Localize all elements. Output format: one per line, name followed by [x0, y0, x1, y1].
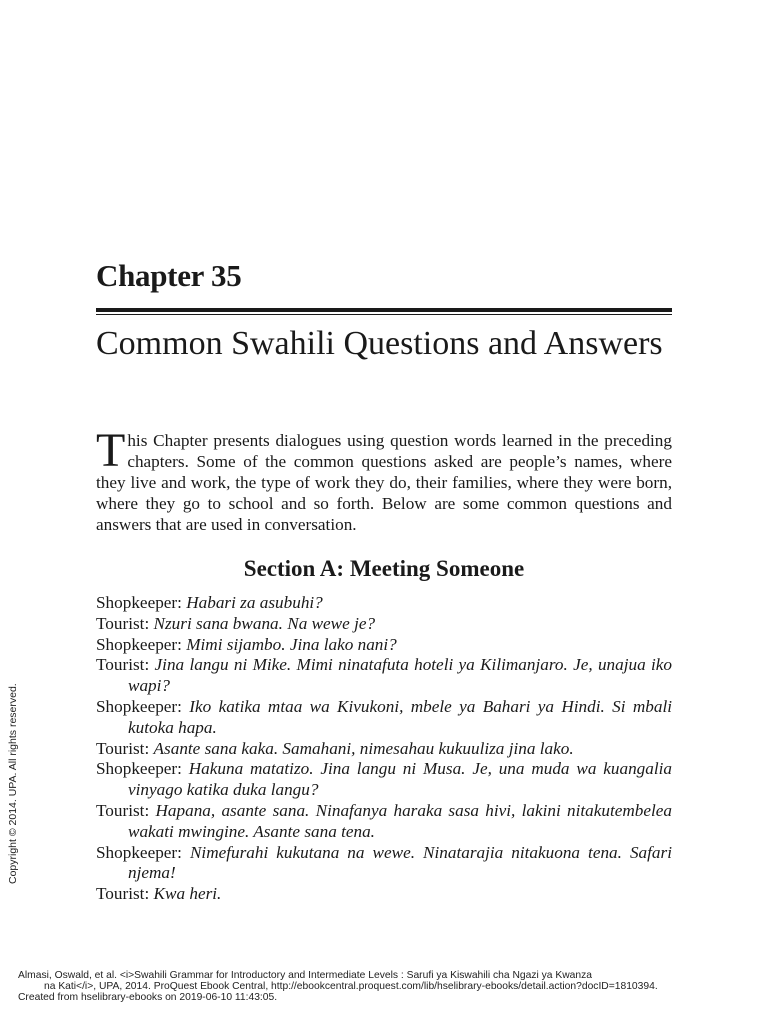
citation-footer	[18, 970, 738, 1003]
speaker: Shopkeeper:	[96, 759, 182, 779]
speech: Hakuna matatizo. Jina langu ni Musa. Je, una muda wa kuangalia vinyago katika duka langu?	[128, 759, 672, 800]
chapter-title: Common Swahili Questions and Answers	[96, 325, 663, 362]
dialogue-line	[96, 697, 672, 739]
dialogue-line	[96, 801, 672, 843]
speech: Jina langu ni Mike. Mimi ninatafuta hoteli ya Kilimanjaro. Je, unajua iko wapi?	[128, 655, 673, 696]
chapter-label: Chapter 35	[96, 258, 242, 293]
dialogue-line	[96, 614, 672, 635]
dialogue-line	[96, 739, 672, 760]
speech: Nzuri sana bwana. Na wewe je?	[153, 613, 376, 633]
dialogue-line	[96, 759, 672, 801]
citation-line-1: Almasi, Oswald, et al. <i>Swahili Grammar for Introductory and Intermediate Levels : Sarufi ya Kiswahili cha Ngazi ya Kwanza	[18, 970, 593, 981]
speaker: Shopkeeper:	[96, 634, 182, 654]
speech: Asante sana kaka. Samahani, nimesahau kukuuliza jina lako.	[153, 738, 574, 758]
dialogue-line	[96, 655, 672, 697]
copyright-notice: Copyright © 2014. UPA. All rights reserved.	[7, 683, 19, 884]
speech: Habari za asubuhi?	[186, 593, 323, 612]
dialogue-line	[96, 635, 672, 656]
speaker: Tourist:	[96, 800, 150, 820]
speaker: Shopkeeper:	[96, 696, 182, 716]
chapter-rule-thick	[96, 308, 672, 312]
speech: Mimi sijambo. Jina lako nani?	[186, 634, 397, 654]
section-heading: Section A: Meeting Someone	[243, 556, 525, 581]
dialogue-line	[96, 843, 672, 885]
dialogue-line	[96, 884, 672, 905]
citation-line-2: na Kati</i>, UPA, 2014. ProQuest Ebook Central, http://ebookcentral.proquest.com/lib/hselibrary-ebooks/detail.action?docID=1810394.	[44, 981, 658, 992]
speaker: Tourist:	[96, 655, 150, 675]
speech: Nimefurahi kukutana na wewe. Ninatarajia nitakuona tena. Safari njema!	[128, 842, 672, 883]
dialogue	[96, 593, 672, 905]
speaker: Shopkeeper:	[96, 593, 182, 612]
dialogue-line	[96, 593, 672, 614]
speaker: Shopkeeper:	[96, 842, 182, 862]
intro-paragraph	[96, 424, 672, 535]
speaker: Tourist:	[96, 738, 150, 758]
chapter-rule-thin	[96, 314, 672, 315]
intro-text: his Chapter presents dialogues using question words learned in the preceding chapters. Some of the common questions asked are people’s names, where they live and work, the type of work they do, their families, where they were born, where they go to school and so forth. Below are some common questions and answers that are used in conversation.	[96, 431, 672, 534]
speaker: Tourist:	[96, 884, 150, 904]
citation-line-3: Created from hselibrary-ebooks on 2019-06-10 11:43:05.	[18, 992, 278, 1003]
speech: Hapana, asante sana. Ninafanya haraka sasa hivi, lakini nitakutembelea wakati mwingine. Asante sana tena.	[128, 800, 672, 841]
speaker: Tourist:	[96, 613, 150, 633]
speech: Iko katika mtaa wa Kivukoni, mbele ya Bahari ya Hindi. Si mbali kutoka hapa.	[128, 696, 673, 737]
drop-cap: T	[96, 424, 126, 477]
speech: Kwa heri.	[153, 884, 222, 904]
